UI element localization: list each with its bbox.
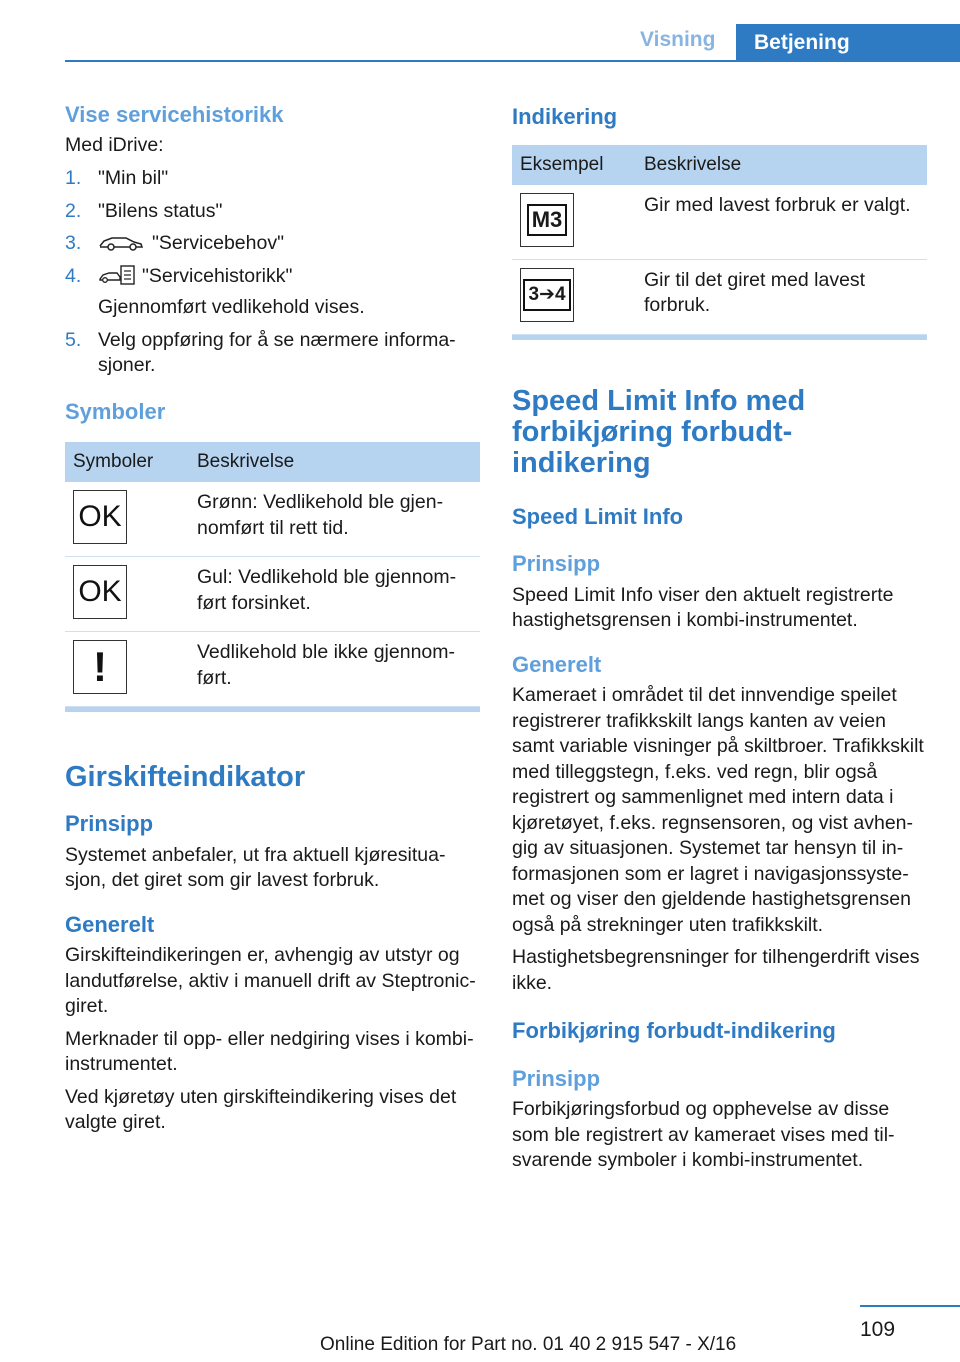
table-header-symboler: Symboler: [65, 442, 189, 482]
tab-visning[interactable]: Visning: [640, 28, 716, 51]
ok-yellow-icon: OK: [73, 565, 127, 619]
steps-list: [65, 166, 480, 379]
right-column: [512, 100, 927, 1174]
med-idrive-text: Med iDrive:: [65, 133, 164, 156]
table-header-beskrivelse: Beskrivelse: [636, 145, 927, 185]
girskifte-heading: Girskifteindikator: [65, 761, 306, 793]
generelt-text-1: Kameraet i området til det innvendige speilet registrerer trafikkskilt langs kanten av veien samt variable visninger på skiltbroer. Trafikkskilt med tilleggstegn, f.eks. ved regn, blir også registrert og sammenlignet med intern data i kjøretøyet, f.eks. regnsensoren, og vist avhengig av situasjonen. Systemet tar hensyn til informasjonen som er lagret i navigasjonssystemet og viser den gjeldende hastighetsgrensen også på strekninger uten trafikkskilt.: [512, 684, 924, 936]
prinsipp-heading: Prinsipp: [512, 551, 601, 576]
table-row: OK Gul: Vedlikehold ble gjennomført forsinket.: [65, 557, 480, 632]
gear-m3-icon: M3: [520, 193, 574, 247]
list-item: 1. "Min bil": [65, 167, 169, 189]
table-end-rule: [512, 335, 927, 340]
speed-limit-heading: Speed Limit Info med forbikjøring forbudt-indikering: [512, 384, 806, 479]
indikering-heading: Indikering: [512, 104, 618, 129]
car-icon: [98, 232, 144, 252]
exclamation-icon: !: [73, 640, 127, 694]
generelt-heading: Generelt: [512, 651, 602, 677]
table-row: OK Grønn: Vedlikehold ble gjennomført til rett tid.: [65, 482, 480, 557]
service-history-icon: [98, 264, 136, 286]
footer-rule: [860, 1305, 960, 1307]
prinsipp-heading: Prinsipp: [65, 811, 154, 836]
prinsipp2-heading: Prinsipp: [512, 1065, 601, 1091]
prinsipp2-text: Forbikjøringsforbud og opphevelse av disse som ble registrert av kameraet vises med tilsvarende symboler i kombi-instrumentet.: [512, 1098, 895, 1171]
list-item: 5. Velg oppføring for å se nærmere informasjoner.: [65, 328, 456, 376]
gear-shift-icon: 3➔4: [520, 268, 574, 322]
table-end-rule: [65, 707, 480, 712]
left-column: [65, 100, 480, 1136]
page-number: 109: [860, 1318, 896, 1341]
table-header-beskrivelse: Beskrivelse: [189, 442, 480, 482]
tab-betjening[interactable]: Betjening: [736, 24, 960, 62]
list-item: 2. "Bilens status": [65, 199, 223, 222]
generelt-text-2: Merknader til opp- eller nedgiring vises i kombi-instrumentet.: [65, 1027, 474, 1075]
generelt-text-2: Hastighetsbegrensninger for tilhengerdrift vises ikke.: [512, 946, 920, 994]
prinsipp-text: Systemet anbefaler, ut fra aktuell kjøresituasjon, det giret som gir lavest forbruk.: [65, 843, 446, 891]
symbols-table: [65, 442, 480, 707]
list-item: 3. "Servicebehov": [65, 232, 284, 254]
table-row: M3 Gir med lavest forbruk er valgt.: [512, 185, 927, 260]
symboler-heading: Symboler: [65, 398, 166, 424]
generelt-text-1: Girskifteindikeringen er, avhengig av utstyr og landutførelse, aktiv i manuell drift av Steptronic-giret.: [65, 944, 476, 1017]
table-row: 3➔4 Gir til det giret med lavest forbruk.: [512, 259, 927, 334]
sli-heading: Speed Limit Info: [512, 503, 684, 529]
edition-text: Online Edition for Part no. 01 40 2 915 547 - X/16: [320, 1334, 737, 1355]
forbik-heading: Forbikjøring forbudt-indikering: [512, 1018, 836, 1043]
ok-green-icon: OK: [73, 490, 127, 544]
service-heading: Vise servicehistorikk: [65, 102, 284, 127]
list-item: 4. "Servicehistorikk" Gjennomført vedlikehold vises.: [65, 264, 480, 321]
table-header-eksempel: Eksempel: [512, 145, 636, 185]
step4-note: Gjennomført vedlikehold vises.: [98, 296, 365, 318]
prinsipp-text: Speed Limit Info viser den aktuelt registrerte hastighetsgrensen i kombi-instrumentet.: [512, 583, 894, 631]
table-row: ! Vedlikehold ble ikke gjennomført.: [65, 632, 480, 707]
indication-table: [512, 145, 927, 335]
generelt-heading: Generelt: [65, 911, 155, 937]
generelt-text-3: Ved kjøretøy uten girskifteindikering vises det valgte giret.: [65, 1085, 457, 1133]
